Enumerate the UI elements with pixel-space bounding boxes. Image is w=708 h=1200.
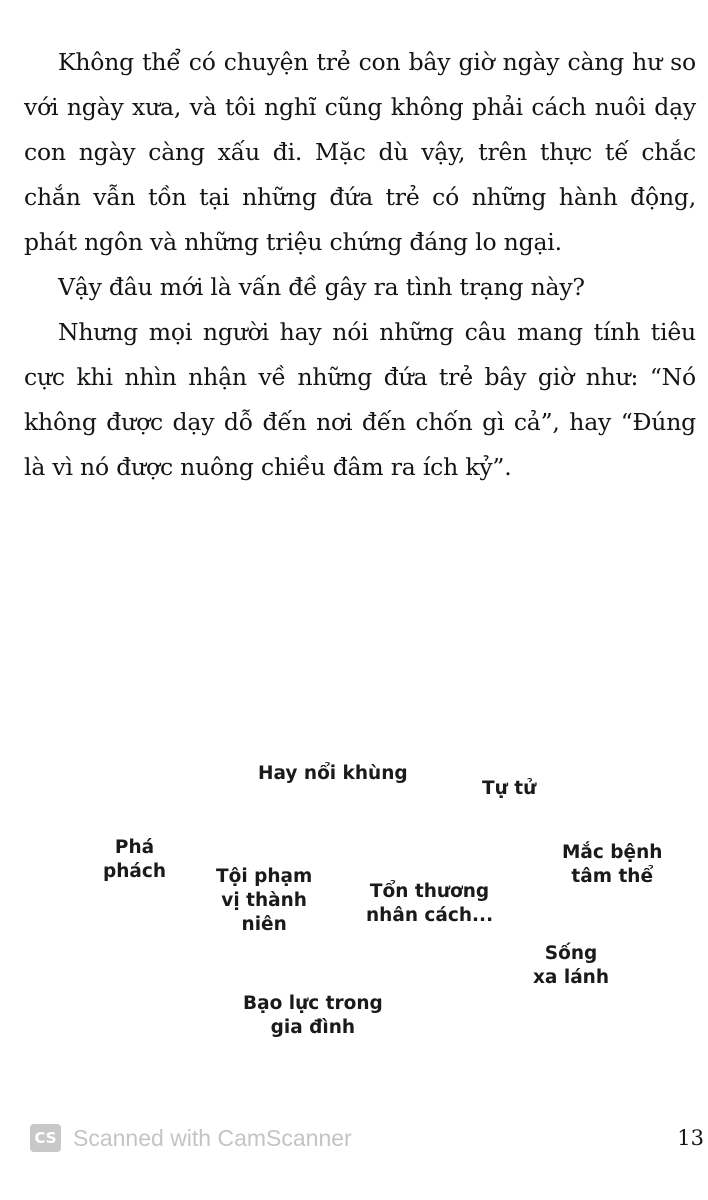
illustration-labels bbox=[0, 560, 708, 1080]
page-number: 13 bbox=[677, 1126, 704, 1150]
label-hay-noi-khung: Hay nổi khùng bbox=[258, 763, 408, 784]
footer bbox=[0, 1118, 708, 1158]
label-bao-luc-trong-gia-dinh: Bạo lực trong gia đình bbox=[243, 993, 383, 1038]
label-tu-tu: Tự tử bbox=[482, 778, 537, 799]
body-text bbox=[24, 40, 696, 490]
paragraph-2: Vậy đâu mới là vấn đề gây ra tình trạng này? bbox=[58, 273, 585, 301]
label-song-xa-lanh: Sống xa lánh bbox=[533, 943, 610, 988]
paragraph-1: Không thể có chuyện trẻ con bây giờ ngày càng hư so với ngày xưa, và tôi nghĩ cũng không phải cách nuôi dạy con ngày càng xấu đi. Mặc dù vậy, trên thực tế chắc chắn vẫn tồn tại những đứa trẻ có những hành động, phát ngôn và những triệu chứng đáng lo ngại. bbox=[24, 48, 696, 256]
camscanner-watermark: Scanned with CamScanner bbox=[73, 1125, 352, 1151]
label-toi-pham-vi-thanh-nien: Tội phạm vị thành niên bbox=[216, 866, 313, 935]
paragraph-3: Nhưng mọi người hay nói những câu mang tính tiêu cực khi nhìn nhận về những đứa trẻ bây giờ như: “Nó không được dạy dỗ đến nơi đến chốn gì cả”, hay “Đúng là vì nó được nuông chiều đâm ra ích kỷ”. bbox=[24, 318, 696, 481]
label-pha-phach: Phá phách bbox=[103, 837, 167, 882]
camscanner-logo-icon: CS bbox=[30, 1124, 61, 1152]
label-mac-benh-tam-the: Mắc bệnh tâm thể bbox=[562, 842, 663, 887]
label-ton-thuong-nhan-cach: Tổn thương nhân cách... bbox=[366, 881, 494, 926]
